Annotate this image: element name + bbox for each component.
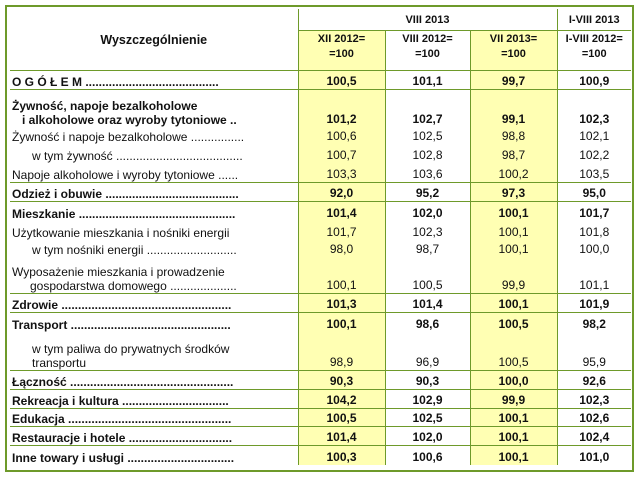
cell-value: 100,1 [298,313,385,332]
table-row [10,127,631,144]
table-row [10,221,631,240]
cell-value: 95,0 [557,183,631,202]
cell-value: 95,2 [385,183,470,202]
table-row [10,390,631,409]
cell-value: 102,9 [385,390,470,409]
cell-value: 90,3 [385,371,470,390]
cell-value: 102,1 [557,127,631,144]
table-row [10,446,631,465]
cell-value: 98,9 [298,332,385,371]
cell-value: 98,8 [470,127,557,144]
cell-value: 102,0 [385,427,470,446]
cell-value: 99,9 [470,257,557,294]
cell-value: 98,6 [385,313,470,332]
cell-value: 104,2 [298,390,385,409]
cell-value: 102,5 [385,409,470,427]
cell-value: 103,5 [557,163,631,183]
cell-value: 100,5 [385,257,470,294]
cell-value: 102,4 [557,427,631,446]
table-row [10,313,631,332]
cell-value: 100,5 [470,332,557,371]
cell-value: 99,9 [470,390,557,409]
row-label: Żywność, napoje bezalkoholowe i alkoholowe oraz wyroby tytoniowe .. [10,90,298,127]
cell-value: 100,5 [298,409,385,427]
cell-value: 101,7 [557,202,631,221]
row-label: Mieszkanie ............................................... [10,202,298,221]
table-row [10,257,631,294]
table-row [10,427,631,446]
row-label: Wyposażenie mieszkania i prowadzenie gospodarstwa domowego .................... [12,265,237,293]
cell-value: 96,9 [385,332,470,371]
cell-value: 97,3 [470,183,557,202]
cell-value: 98,7 [385,240,470,257]
cell-value: 100,6 [385,446,470,465]
cell-value: 100,0 [470,371,557,390]
cell-value: 102,5 [385,127,470,144]
table-row [10,144,631,163]
cell-value: 100,1 [470,202,557,221]
table-row [10,163,631,183]
table-row [10,332,631,371]
row-label: Użytkowanie mieszkania i nośniki energii [12,225,230,240]
table-row [10,294,631,313]
cell-value: 100,9 [557,71,631,90]
cell-value: 100,7 [298,144,385,163]
header-sub-vii-2013: VII 2013= =100 [470,31,557,71]
row-label: Transport ................................................ [10,313,298,332]
cell-value: 102,3 [385,221,470,240]
cell-value: 102,3 [557,390,631,409]
table-row [10,409,631,427]
cell-value: 101,4 [298,202,385,221]
cell-value: 102,7 [385,90,470,127]
cell-value: 100,5 [470,313,557,332]
cell-value: 102,2 [557,144,631,163]
cell-value: 90,3 [298,371,385,390]
row-label: Łączność ................................................. [10,371,298,390]
cell-value: 101,0 [557,446,631,465]
row-label: Odzież i obuwie ........................................ [10,183,298,202]
cell-value: 92,6 [557,371,631,390]
cell-value: 100,1 [470,446,557,465]
cell-value: 102,0 [385,202,470,221]
cell-value: 100,1 [470,240,557,257]
cell-value: 101,9 [557,294,631,313]
cell-value: 101,4 [385,294,470,313]
cell-value: 100,5 [298,71,385,90]
header-sub-xii-2012: XII 2012= =100 [298,31,385,71]
cell-value: 100,1 [470,294,557,313]
row-label: w tym żywność ...................................... [32,148,243,163]
cell-value: 98,2 [557,313,631,332]
cell-value: 101,8 [557,221,631,240]
row-label: Restauracje i hotele ............................... [10,427,298,446]
cell-value: 100,6 [298,127,385,144]
cell-value: 101,2 [298,90,385,127]
row-label: O G Ó Ł E M ........................................ [12,75,219,89]
table-row [10,183,631,202]
row-label: Rekreacja i kultura ................................ [10,390,298,409]
cell-value: 100,1 [470,409,557,427]
header-group-viii-2013: VIII 2013 [298,9,557,31]
row-label: w tym nośniki energii ........................... [32,242,237,257]
cell-value: 100,2 [470,163,557,183]
price-index-table [10,9,631,465]
cell-value: 99,7 [470,71,557,90]
cell-value: 101,1 [557,257,631,294]
cell-value: 92,0 [298,183,385,202]
row-label: Napoje alkoholowe i wyroby tytoniowe ...... [12,168,239,182]
cell-value: 101,3 [298,294,385,313]
cell-value: 98,7 [470,144,557,163]
header-row-label: Wyszczególnienie [10,9,298,71]
row-label: Inne towary i usługi ................................ [10,446,298,465]
cell-value: 100,1 [298,257,385,294]
cell-value: 102,8 [385,144,470,163]
row-label: Edukacja ................................................. [10,409,298,427]
cell-value: 100,3 [298,446,385,465]
cell-value: 102,6 [557,409,631,427]
cell-value: 100,1 [470,427,557,446]
cell-value: 103,6 [385,163,470,183]
cell-value: 100,1 [470,221,557,240]
cell-value: 101,4 [298,427,385,446]
cell-value: 99,1 [470,90,557,127]
cell-value: 100,0 [557,240,631,257]
cell-value: 103,3 [298,163,385,183]
table-row [10,71,631,90]
row-label: Zdrowie ................................................... [10,294,298,313]
header-sub-i-viii-2012: I-VIII 2012= =100 [557,31,631,71]
table-row [10,240,631,257]
cell-value: 102,3 [557,90,631,127]
cell-value: 101,1 [385,71,470,90]
table-row [10,371,631,390]
row-label: Żywność i napoje bezalkoholowe ................ [12,129,245,144]
header-group-i-viii-2013: I-VIII 2013 [557,9,631,31]
row-label: w tym paliwa do prywatnych środków transportu [32,342,230,370]
header-sub-viii-2012: VIII 2012= =100 [385,31,470,71]
cell-value: 98,0 [298,240,385,257]
price-index-table-frame [5,5,634,472]
cell-value: 101,7 [298,221,385,240]
table-row [10,90,631,127]
cell-value: 95,9 [557,332,631,371]
table-row [10,202,631,221]
